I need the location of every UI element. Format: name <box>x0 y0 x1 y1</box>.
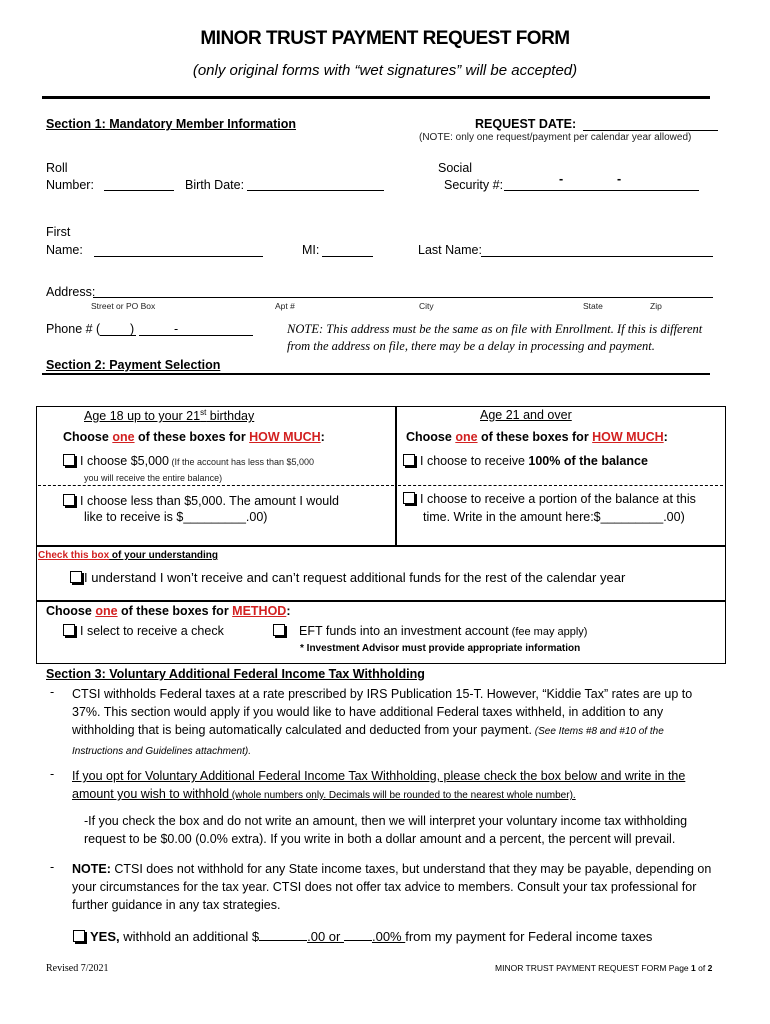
option-less-5000-checkbox[interactable] <box>63 494 75 506</box>
option-eft-label: EFT funds into an investment account <box>299 624 509 638</box>
method-one: one <box>95 604 118 618</box>
left-choose-mid: of these boxes for <box>134 430 250 444</box>
option-5000[interactable] <box>63 454 383 468</box>
left-dashed-divider <box>38 485 394 486</box>
address-field[interactable] <box>93 297 713 298</box>
option-less-5000[interactable] <box>63 492 339 510</box>
ssn-field[interactable] <box>504 190 699 191</box>
left-col-title-sup: st <box>200 408 207 417</box>
form-title: MINOR TRUST PAYMENT REQUEST FORM <box>200 28 570 49</box>
option-5000-note: (If the account has less than $5,000 <box>168 457 315 467</box>
address-sub-street: Street or PO Box <box>91 301 156 311</box>
tax-paragraph-1-note: (See Items #8 and #10 of the Instructions and Guidelines attachment). <box>72 726 664 757</box>
birth-date-label: Birth Date: <box>185 178 245 192</box>
address-sub-apt: Apt # <box>275 301 295 311</box>
understanding-checkbox[interactable] <box>70 571 82 583</box>
withholding-yes: YES, <box>90 929 120 944</box>
roll-label-1: Roll <box>46 161 68 175</box>
method-colon: : <box>286 604 291 618</box>
left-col-title <box>84 408 254 423</box>
option-portion-label-1: I choose to receive a portion of the balance at this <box>420 492 696 506</box>
title-rule <box>42 96 710 99</box>
address-sub-zip: Zip <box>650 301 662 311</box>
mi-label: MI: <box>302 243 320 257</box>
option-5000-label: I choose $5,000 <box>80 454 169 468</box>
phone-dash: - <box>174 322 179 336</box>
left-how-much: HOW MUCH <box>249 430 321 444</box>
withholding-option[interactable] <box>73 928 652 944</box>
phone-label: Phone # ( <box>46 322 101 336</box>
page-total: 2 <box>707 963 713 973</box>
advisor-note: * Investment Advisor must provide appropriate information <box>300 643 581 654</box>
left-col-title-pre: Age 18 up to your 21 <box>84 409 201 424</box>
first-label-2: Name: <box>46 243 83 257</box>
option-5000-note-2: you will receive the entire balance) <box>84 473 223 483</box>
tax-paragraph-2 <box>72 767 712 805</box>
withholding-text-1: withhold an additional $ <box>119 929 260 944</box>
tax-paragraph-1 <box>72 685 712 761</box>
left-choose-instruction <box>63 430 325 444</box>
column-divider <box>395 407 397 546</box>
bullet-3: - <box>50 860 55 874</box>
phone-paren: ) <box>130 322 135 336</box>
method-instruction <box>46 604 291 618</box>
request-date-note: (NOTE: only one request/payment per calendar year allowed) <box>419 132 692 143</box>
request-date-field[interactable] <box>583 130 718 131</box>
tax-paragraph-1-text: CTSI withholds Federal taxes at a rate prescribed by IRS Publication 15-T. However, “Kiddie Tax” rates are up to 37%. This section would apply if you would like to have additional Federal taxes withheld, in addition to any withholding that is being automatically calculated and deducted from your payment. <box>72 687 693 737</box>
roll-number-field[interactable] <box>104 190 174 191</box>
tax-paragraph-2-note: (whole numbers only. Decimals will be rounded to the nearest whole number). <box>229 790 576 801</box>
tax-note-label: NOTE: <box>72 862 111 876</box>
right-col-title: Age 21 and over <box>480 408 572 422</box>
right-choose-instruction <box>406 430 668 444</box>
option-less-5000-label-2: like to receive is $_________.00) <box>84 510 268 524</box>
right-choose-mid: of these boxes for <box>477 430 593 444</box>
option-check-checkbox[interactable] <box>63 624 75 636</box>
bullet-2: - <box>50 767 55 781</box>
address-sub-city: City <box>419 301 434 311</box>
option-100pct-bold: 100% of the balance <box>528 454 648 468</box>
left-choose-pre: Choose <box>63 430 113 444</box>
option-portion[interactable] <box>403 492 696 506</box>
option-check-label: I select to receive a check <box>80 624 224 638</box>
last-name-label: Last Name: <box>418 243 482 257</box>
first-label-1: First <box>46 225 71 239</box>
option-check[interactable] <box>63 624 224 638</box>
address-sub-state: State <box>583 301 603 311</box>
option-100pct-label: I choose to receive <box>420 454 529 468</box>
first-name-field[interactable] <box>94 256 263 257</box>
revised-date: Revised 7/2021 <box>46 963 109 974</box>
option-eft-checkbox[interactable] <box>273 624 285 636</box>
option-100pct[interactable] <box>403 454 648 468</box>
option-100pct-checkbox[interactable] <box>403 454 415 466</box>
phone-number-field[interactable] <box>139 335 253 336</box>
section2-heading: Section 2: Payment Selection <box>46 358 221 372</box>
request-date-label: REQUEST DATE: <box>475 117 577 131</box>
option-5000-checkbox[interactable] <box>63 454 75 466</box>
right-how-much: HOW MUCH <box>592 430 664 444</box>
left-col-title-post: birthday <box>206 409 255 424</box>
option-less-5000-label-1: I choose less than $5,000. The amount I would <box>80 494 339 508</box>
page-footer-pre: MINOR TRUST PAYMENT REQUEST FORM Page <box>495 963 692 973</box>
method-pre: Choose <box>46 604 96 618</box>
left-choose-one: one <box>112 430 135 444</box>
tax-paragraph-2-text: If you opt for Voluntary Additional Federal Income Tax Withholding, please check the box below and write in the amount you wish to withhold <box>72 769 686 801</box>
roll-label-2: Number: <box>46 178 94 192</box>
option-eft-note: (fee may apply) <box>508 626 588 638</box>
tax-paragraph-4-text: CTSI does not withhold for any State income taxes, but understand that they may be payable, depending on your circumstances for the tax year. CTSI does not offer tax advice to members. Consult your tax professional for further guidance in any tax strategies. <box>72 862 712 912</box>
section-divider-2 <box>37 600 725 602</box>
social-label-2: Security #: <box>444 178 504 192</box>
section1-heading: Section 1: Mandatory Member Information <box>46 117 297 131</box>
withholding-text-2: .00 or <box>307 929 344 944</box>
option-eft[interactable] <box>273 624 587 638</box>
social-label-1: Social <box>438 161 473 175</box>
ssn-dash-1: - <box>559 172 564 186</box>
method-word: METHOD <box>232 604 287 618</box>
withholding-text-3: .00% <box>371 929 406 944</box>
section2-rule <box>42 373 710 375</box>
mi-field[interactable] <box>322 256 373 257</box>
understanding-acknowledgement[interactable] <box>70 570 625 585</box>
page-of: of <box>695 963 708 973</box>
withholding-checkbox[interactable] <box>73 930 85 942</box>
page-number: 1 <box>691 963 696 973</box>
address-note: NOTE: This address must be the same as on file with Enrollment. If this is different from the address on file, there may be a delay in processing and payment. <box>287 322 703 353</box>
option-portion-label-2: time. Write in the amount here:$_________.00) <box>423 510 685 524</box>
address-label: Address: <box>46 285 96 299</box>
section3-heading: Section 3: Voluntary Additional Federal Income Tax Withholding <box>46 667 425 681</box>
right-choose-one: one <box>455 430 478 444</box>
ssn-dash-2: - <box>617 172 622 186</box>
withholding-text-4: from my payment for Federal income taxes <box>405 929 653 944</box>
check-this-box: Check this box <box>38 550 110 561</box>
left-colon: : <box>320 430 325 444</box>
withholding-dollar-field[interactable] <box>259 928 307 941</box>
check-understanding-heading <box>38 550 218 561</box>
bullet-1: - <box>50 685 55 699</box>
birth-date-field[interactable] <box>247 190 384 191</box>
tax-paragraph-4 <box>72 860 712 914</box>
form-subtitle: (only original forms with “wet signatures” will be accepted) <box>192 62 578 79</box>
section-divider-1 <box>37 545 725 547</box>
last-name-field[interactable] <box>481 256 713 257</box>
right-dashed-divider <box>398 485 723 486</box>
page-footer <box>495 963 712 973</box>
of-understanding: of your understanding <box>109 550 219 561</box>
option-portion-checkbox[interactable] <box>403 492 415 504</box>
right-colon: : <box>663 430 668 444</box>
right-choose-pre: Choose <box>406 430 456 444</box>
understanding-text: I understand I won’t receive and can’t request additional funds for the rest of the calendar year <box>84 570 626 585</box>
withholding-percent-field[interactable] <box>344 928 372 941</box>
tax-paragraph-3: -If you check the box and do not write an amount, then we will interpret your voluntary income tax withholding request to be $0.00 (0.0% extra). If you write in both a dollar amount and a percent, the percent will prevail. <box>84 814 688 846</box>
method-mid: of these boxes for <box>117 604 233 618</box>
